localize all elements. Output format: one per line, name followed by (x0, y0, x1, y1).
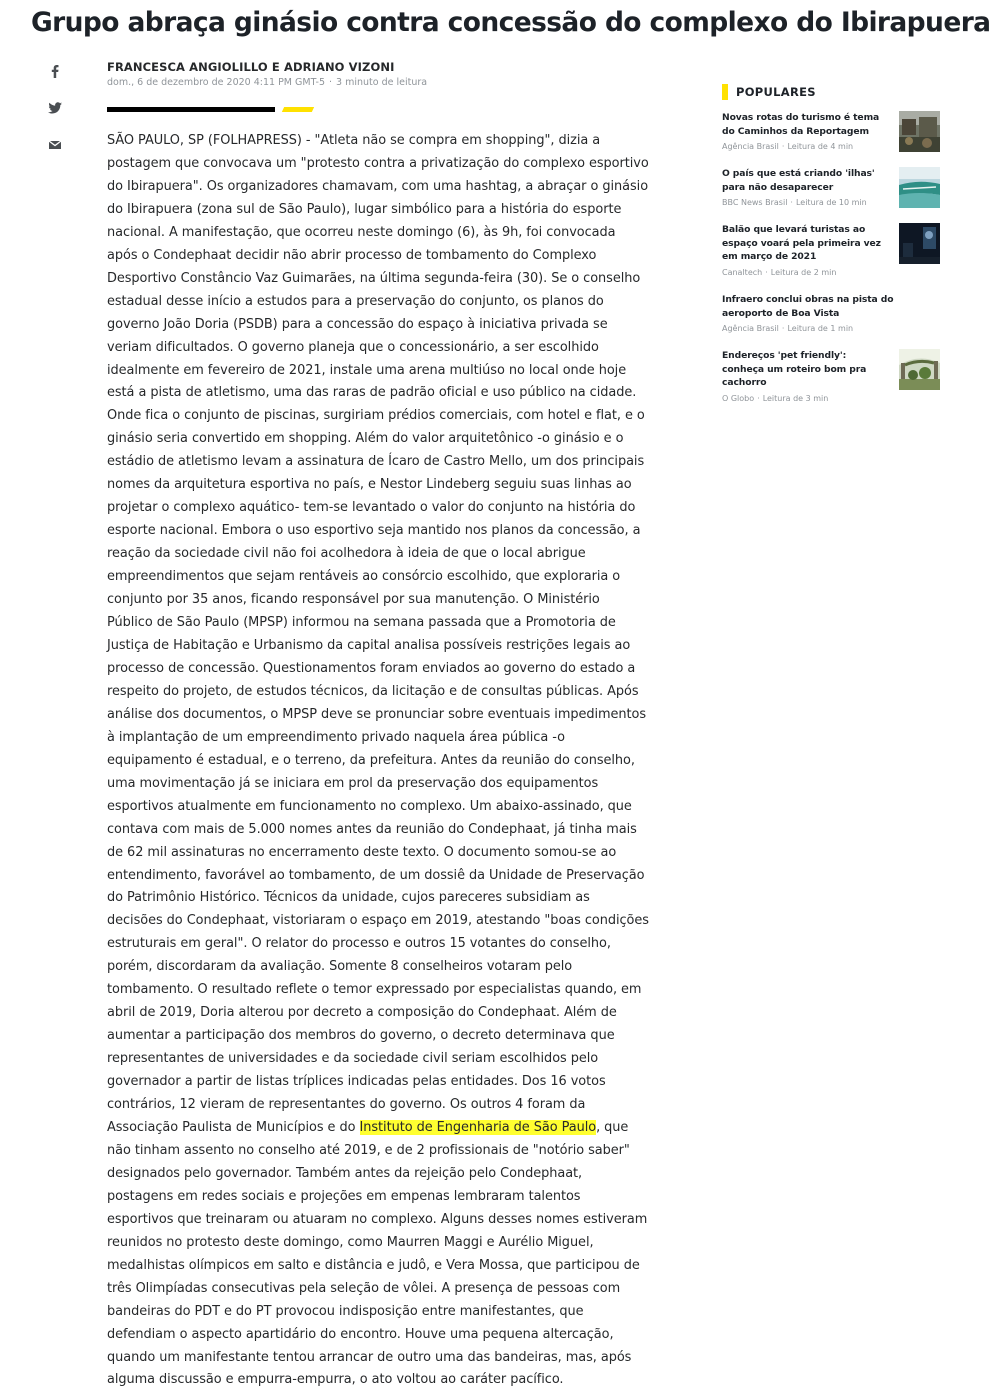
story-separator: · (781, 324, 785, 333)
story-source-name: O Globo (722, 393, 755, 403)
meta-separator: · (329, 77, 333, 88)
article-text-before-link: SÃO PAULO, SP (FOLHAPRESS) - "Atleta não se compra em shopping", dizia a postagem que convocava um "protesto contra a privatização do complexo esportivo do Ibirapuera". Os organizadores chamavam, com uma hashtag, a abraçar o ginásio do Ibirapuera (zona sul de São Paulo), lugar simbólico para a história do esporte nacional. A manifestação, que ocorreu neste domingo (6), às 9h, foi convocada após o Condephaat decidir não abrir processo de tombamento do Complexo Desportivo Constâncio Vaz Guimarães, na última segunda-feira (30). Se o conselho estadual desse início a estudos para a preservação do conjunto, os planos do governo João Doria (PSDB) para a concessão do espaço à iniciativa privada se veriam dificultados. O governo planeja que o concessionário, a ser escolhido idealmente em fevereiro de 2021, instale uma arena multiúso no local onde hoje está a pista de atletismo, uma das raras de padrão oficial e uso público na cidade. Onde fica o conjunto de piscinas, surgiriam prédios comerciais, com hotel e flat, e o ginásio seria convertido em shopping. Além do valor arquitetônico -o ginásio e o estádio de atletismo levam a assinatura de Ícaro de Castro Mello, um dos principais nomes da arquitetura esportiva no país, e Nestor Lindeberg seguiu suas linhas ao projetar o complexo aquático- tem-se levantado o valor do conjunto na história do esporte nacional. Embora o uso esportivo seja mantido nos planos da concessão, a reação da sociedade civil não foi acolhedora à ideia de que o local abrigue empreendimentos que sejam rentáveis ao consórcio escolhido, que exploraria o conjunto por 35 anos, ficando responsável por sua manutenção. O Ministério Público de São Paulo (MPSP) informou na semana passada que a Promotoria de Justiça de Habitação e Urbanismo da capital analisa possíveis restrições legais ao processo de concessão. Questionamentos foram enviados ao governo do estado a respeito do projeto, de estudos técnicos, da licitação e de consultas públicas. Após análise dos documentos, o MPSP deve se pronunciar sobre eventuais impedimentos à implantação de um empreendimento privado naquela área pública -o equipamento é estadual, e o terreno, da prefeitura. Antes da reunião do conselho, uma movimentação já se iniciara em prol da preservação dos equipamentos esportivos atualmente em funcionamento no complexo. Um abaixo-assinado, que contava com mais de 5.000 nomes antes da reunião do Condephaat, já tinha mais de 62 mil assinaturas no encerramento deste texto. O documento somou-se ao entendimento, favorável ao tombamento, de um dossiê da Unidade de Preservação do Patrimônio Histórico. Técnicos da unidade, cujos pareceres subsidiam as decisões do Condephaat, vistoriaram o espaço em 2019, atestando "boas condições estruturais em geral". O relator do processo e outros 15 votantes do conselho, porém, discordaram da avaliação. Somente 8 conselheiros votaram pelo tombamento. O resultado reflete o temor expressado por especialistas quando, em abril de 2019, Doria alterou por decreto a composição do Condephaat. Além de aumentar a participação dos membros do governo, o decreto determinava que representantes de universidades e da sociedade civil seriam escolhidos pelo governador a partir de listas tríplices indicadas pelas entidades. Dos 16 votos contrários, 12 vieram de representantes do governo. Os outros 4 foram da Associação Paulista de Municípios e do (107, 133, 649, 1135)
story-thumbnail-image (899, 349, 940, 390)
story-separator: · (757, 393, 760, 403)
story-title: Endereços 'pet friendly': conheça um roteiro bom pra cachorro (722, 350, 867, 388)
story-thumbnail[interactable] (899, 111, 940, 152)
publish-date: dom., 6 de dezembro de 2020 4:11 PM GMT-5 (107, 77, 325, 88)
story-separator: · (765, 267, 768, 277)
facebook-share-button[interactable] (44, 60, 66, 82)
story-read-time: Leitura de 1 min (787, 324, 854, 333)
story-source (722, 394, 940, 403)
byline (107, 60, 427, 89)
divider-yellow-bar (282, 107, 314, 112)
story-source-name: BBC News Brasil (722, 198, 788, 207)
story-thumbnail-image (899, 111, 940, 152)
read-time: 3 minuto de leitura (336, 77, 428, 88)
facebook-icon (44, 60, 66, 82)
popular-title: POPULARES (736, 85, 816, 99)
story-source-name: Agência Brasil (722, 142, 779, 151)
story-read-time: Leitura de 3 min (762, 393, 829, 403)
divider-black-bar (107, 107, 275, 112)
story-title: Balão que levará turistas ao espaço voará pela primeira vez em março de 2021 (722, 224, 881, 262)
instituto-engenharia-link[interactable]: Instituto de Engenharia de São Paulo (359, 1119, 597, 1135)
story-source-name: Agência Brasil (722, 324, 779, 333)
story-thumbnail[interactable] (899, 167, 940, 208)
popular-accent-bar (722, 84, 728, 100)
story-read-time: Leitura de 4 min (787, 142, 854, 151)
article-headline: Grupo abraça ginásio contra concessão do complexo do Ibirapuera (31, 7, 990, 38)
story-read-time: Leitura de 10 min (795, 198, 867, 207)
story-read-time: Leitura de 2 min (770, 267, 837, 277)
story-title: O país que está criando 'ilhas' para não desaparecer (722, 168, 875, 193)
byline-divider (107, 107, 307, 113)
story-source (722, 324, 940, 333)
story-thumbnail-image (899, 167, 940, 208)
story-source (722, 268, 940, 277)
story-separator: · (781, 142, 785, 151)
story-thumbnail[interactable] (899, 349, 940, 390)
story-thumbnail-image (899, 223, 940, 264)
twitter-share-button[interactable] (44, 97, 66, 119)
story-separator: · (790, 198, 793, 207)
story-thumbnail[interactable] (899, 223, 940, 264)
popular-sidebar (722, 83, 940, 403)
story-title: Infraero conclui obras na pista do aeroporto de Boa Vista (722, 294, 894, 319)
author-names: FRANCESCA ANGIOLILLO E ADRIANO VIZONI (107, 60, 395, 74)
article-meta (107, 77, 427, 89)
popular-story[interactable] (722, 223, 940, 277)
popular-story[interactable] (722, 293, 940, 333)
article-text-after-link: , que não tinham assento no conselho até 2019, e de 2 profissionais de "notório saber" designados pelo governador. Também antes da rejeição pelo Condephaat, postagens em redes sociais e projeções em empenas lembraram talentos esportivos que treinaram ou atuaram no complexo. Alguns desses nomes estiveram reunidos no protesto deste domingo, como Maurren Maggi e Aurélio Miguel, medalhistas olímpicos em salto e distância e judô, e Vera Mossa, que participou de três Olimpíadas consecutivas pela seleção de vôlei. A presença de pessoas com bandeiras do PDT e do PT provocou indisposição entre manifestantes, que defendiam o aspecto apartidário do encontro. Houve uma pequena altercação, quando um manifestante tentou arrancar de outro uma das bandeiras, mas, após alguma discussão e empurra-empurra, o ato voltou ao caráter pacífico. (107, 1119, 648, 1388)
popular-story[interactable] (722, 111, 940, 151)
popular-story[interactable] (722, 349, 940, 403)
story-title: Novas rotas do turismo é tema do Caminhos da Reportagem (722, 112, 880, 137)
article-body (107, 130, 649, 1392)
share-bar (44, 60, 66, 171)
popular-story[interactable] (722, 167, 940, 207)
story-source-name: Canaltech (722, 267, 763, 277)
mail-icon (44, 134, 66, 156)
popular-header (722, 83, 940, 101)
twitter-icon (44, 97, 66, 119)
mail-share-button[interactable] (44, 134, 66, 156)
